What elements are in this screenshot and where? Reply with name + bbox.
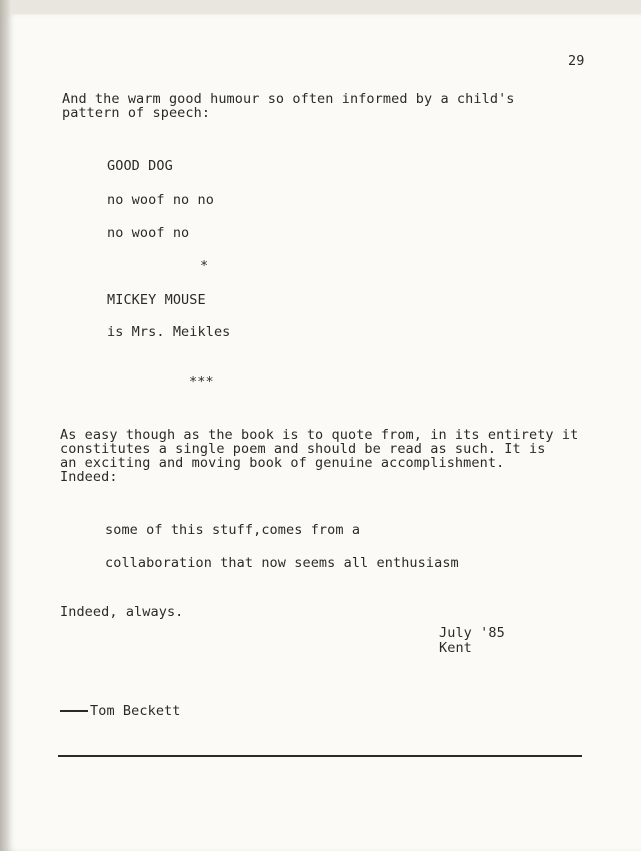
book-page (6, 14, 641, 851)
section-break-asterisks: *** (189, 374, 214, 390)
quote-line-2: collaboration that now seems all enthusiasm (105, 555, 459, 571)
signature-name: Tom Beckett (90, 703, 181, 719)
signature (60, 704, 181, 718)
bottom-horizontal-rule (58, 755, 582, 757)
poem-line-no-woof-no-no: no woof no no (107, 192, 214, 208)
poem-line-no-woof-no: no woof no (107, 225, 190, 241)
poem-line-mickey-mouse: MICKEY MOUSE (107, 292, 206, 308)
dateline-date: July '85 (439, 625, 505, 641)
intro-line-2: pattern of speech: (62, 105, 211, 121)
poem-line-mrs-meikles: is Mrs. Meikles (107, 324, 231, 340)
body-paragraph (60, 428, 578, 484)
body-line-4: Indeed: (60, 469, 118, 485)
intro-line-1: And the warm good humour so often informed by a child's (62, 91, 515, 107)
quote-line-1: some of this stuff,comes from a (105, 522, 361, 538)
closing-line: Indeed, always. (60, 604, 184, 620)
body-line-3: an exciting and moving book of genuine accomplishment. (60, 455, 505, 471)
poem-separator-asterisk: * (200, 258, 209, 274)
body-line-1: As easy though as the book is to quote from, in its entirety it (60, 427, 579, 443)
page-number: 29 (568, 53, 585, 69)
body-line-2: constitutes a single poem and should be read as such. It is (60, 441, 546, 457)
intro-paragraph (62, 92, 515, 120)
signature-dash (60, 710, 88, 712)
poem-line-good-dog: GOOD DOG (107, 158, 173, 174)
dateline-place: Kent (439, 640, 472, 656)
